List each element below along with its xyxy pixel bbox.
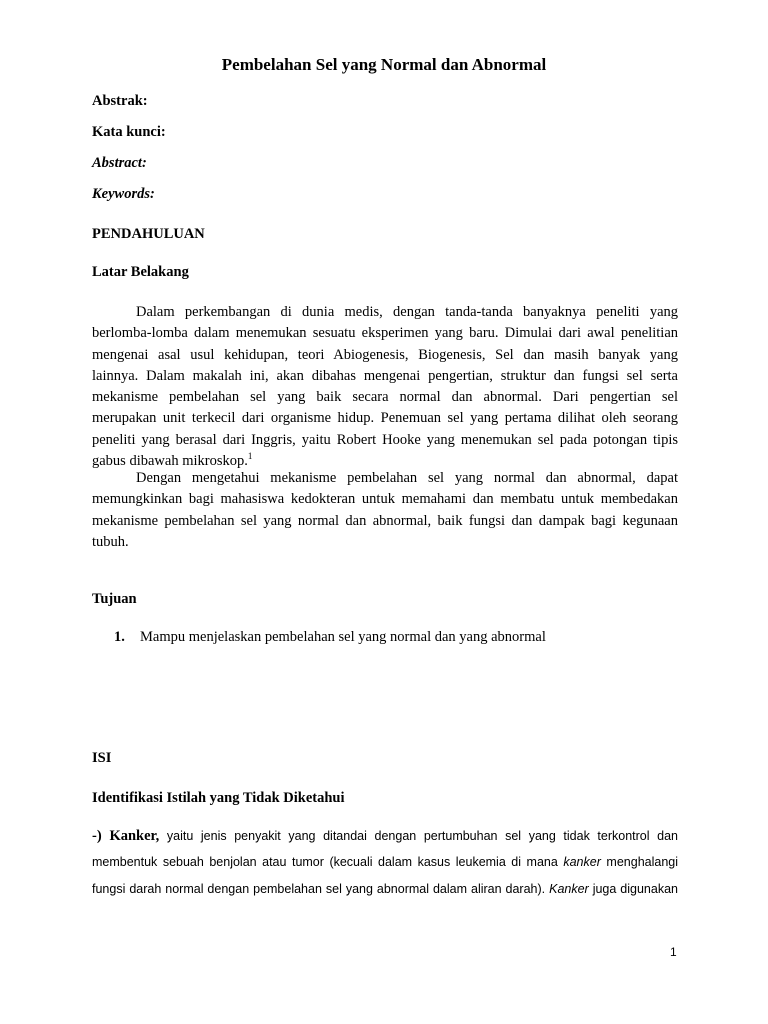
abstrak-label: Abstrak: — [92, 93, 148, 109]
term-kanker-italic: kanker — [563, 855, 601, 869]
para-line: Dengan mengetahui mekanisme pembelahan sel yang normal dan abnormal, dapat — [136, 470, 678, 486]
para-line: mekanisme pembelahan sel yang baik secara normal dan abnormal. Dari pengertian sel — [92, 389, 678, 406]
para-line: mengenai asal usul kehidupan, teori Abiogenesis, Biogenesis, Sel dan masih banyak yang — [92, 346, 678, 363]
item-prefix: -) — [92, 828, 102, 844]
para-line: merupakan unit terkecil dari organisme hidup. Penemuan sel yang pertama dilihat oleh seorang — [92, 410, 678, 427]
list-number: 1. — [114, 629, 125, 645]
kanker-def-text: fungsi darah normal dengan pembelahan sel yang abnormal dalam aliran darah). — [92, 882, 546, 896]
paragraph-latar-belakang-2 — [92, 468, 678, 553]
keywords-label: Keywords: — [92, 186, 155, 202]
heading-tujuan: Tujuan — [92, 591, 137, 607]
para-line: berlomba-lomba dalam menemukan sesuatu eksperimen yang baru. Dimulai dari awal penelitian — [92, 325, 678, 342]
kanker-line-3 — [92, 882, 678, 909]
footnote-ref[interactable]: 1 — [247, 451, 253, 462]
para-line: memungkinkan bagi mahasiswa kedokteran untuk memahami dan membatu untuk membedakan — [92, 491, 678, 508]
kanker-def-text: membentuk sebuah benjolan atau tumor (kecuali dalam kasus leukemia di mana — [92, 855, 558, 869]
abstract-label: Abstract: — [92, 155, 147, 171]
para-line: tubuh. — [92, 533, 129, 550]
page-number: 1 — [670, 945, 677, 959]
para-line: mekanisme pembelahan sel yang normal dan abnormal, baik fungsi dan dampak bagi kegunaan — [92, 512, 678, 529]
paragraph-latar-belakang-1 — [92, 302, 678, 472]
list-item-text: Mampu menjelaskan pembelahan sel yang normal dan yang abnormal — [140, 629, 546, 645]
kanker-def-text: juga digunakan — [592, 882, 678, 896]
kanker-def-text: menghalangi — [606, 855, 679, 869]
para-line: lainnya. Dalam makalah ini, akan dibahas mengenai pengertian, struktur dan fungsi sel serta — [92, 367, 678, 384]
kanker-line-2 — [92, 855, 678, 882]
kanker-line-1 — [92, 828, 678, 855]
para-line: peneliti yang berasal dari Inggris, yaitu Robert Hooke yang menemukan sel pada potongan tipis — [92, 431, 678, 448]
kanker-definition — [92, 828, 678, 909]
heading-latar-belakang: Latar Belakang — [92, 264, 189, 280]
section-heading-pendahuluan: PENDAHULUAN — [92, 226, 205, 242]
term-kanker: Kanker, — [109, 828, 160, 844]
kata-kunci-label: Kata kunci: — [92, 124, 166, 140]
term-kanker-italic: Kanker — [549, 882, 589, 896]
kanker-def-text: yaitu jenis penyakit yang ditandai dengan pertumbuhan sel yang tidak terkontrol dan — [166, 829, 678, 843]
list-item — [114, 629, 546, 646]
section-heading-isi: ISI — [92, 750, 112, 766]
para-line: Dalam perkembangan di dunia medis, dengan tanda-tanda banyaknya peneliti yang — [136, 304, 678, 320]
heading-identifikasi: Identifikasi Istilah yang Tidak Diketahui — [92, 790, 345, 806]
document-title: Pembelahan Sel yang Normal dan Abnormal — [221, 55, 547, 74]
para-line-text: gabus dibawah mikroskop. — [92, 453, 248, 470]
